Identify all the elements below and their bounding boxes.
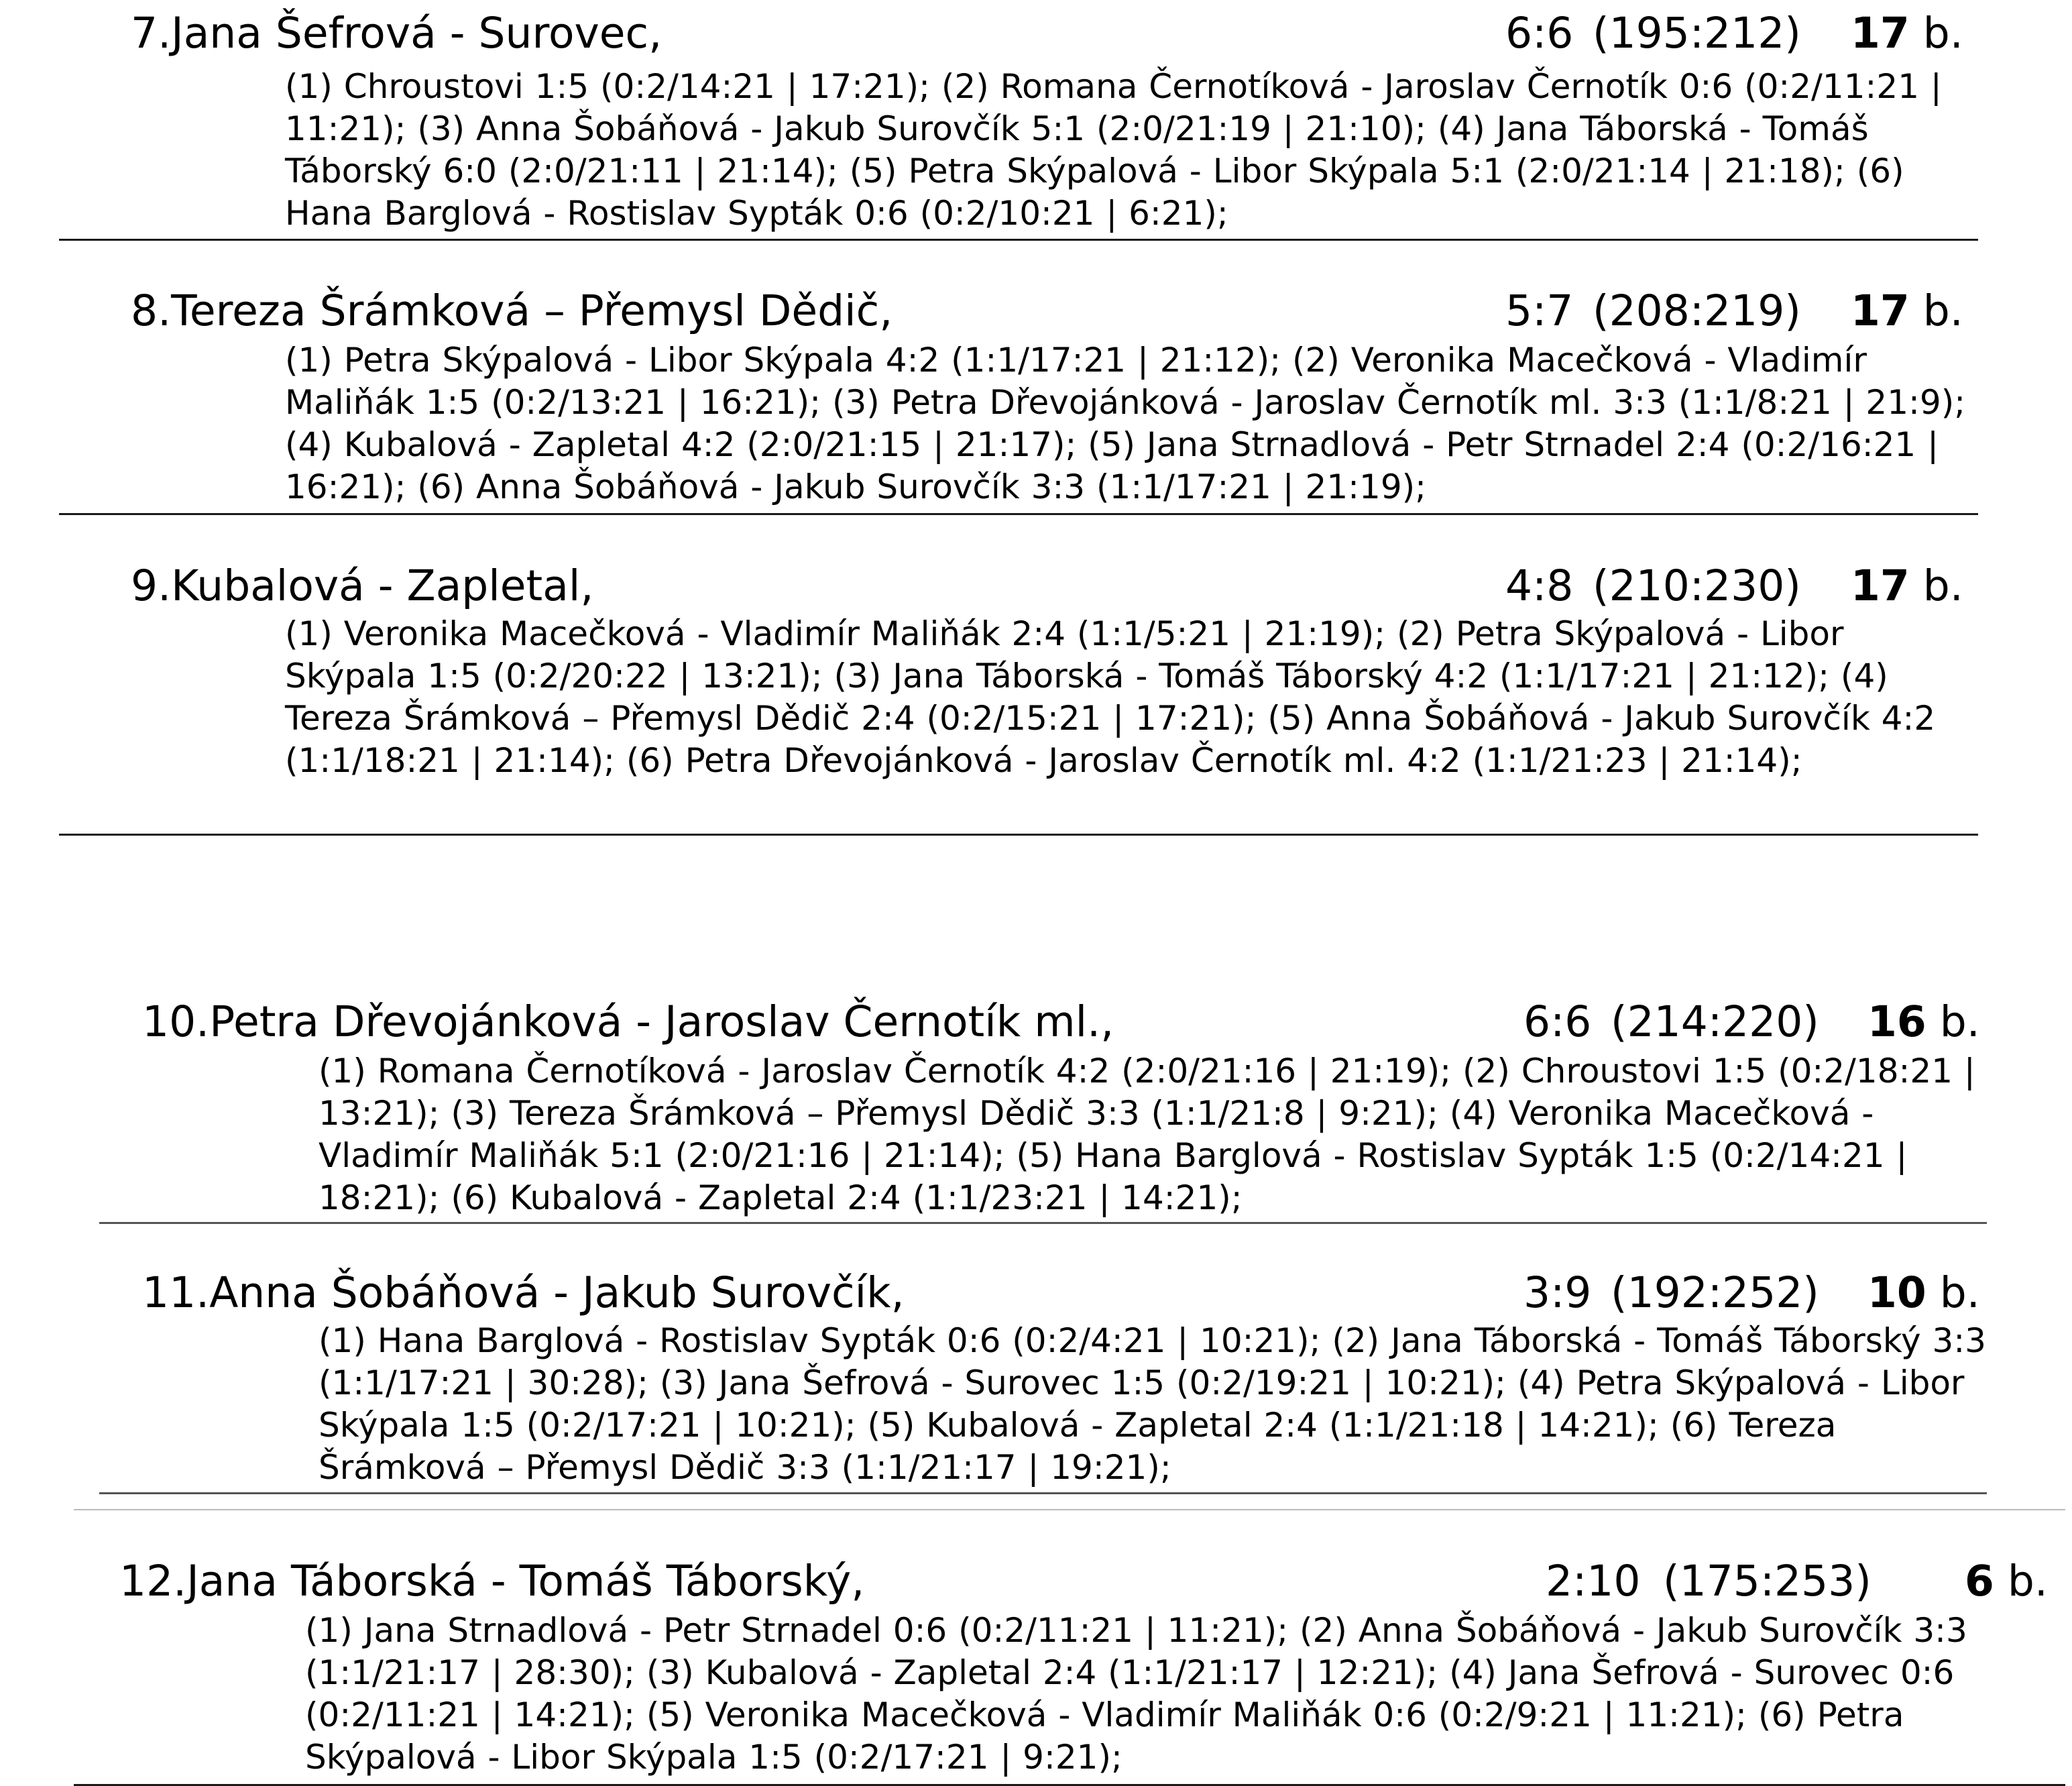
total-points [1867, 1266, 1980, 1320]
point-score: (208:219) [1593, 286, 1801, 335]
total-points [1851, 7, 1963, 60]
team-name [131, 559, 593, 613]
point-score: (195:212) [1593, 9, 1801, 58]
match-score: 4:8 [1505, 561, 1574, 610]
total-value: 17 [1851, 9, 1910, 58]
entry-header [0, 1266, 2072, 1320]
entry-header [0, 559, 2072, 613]
team-name [131, 284, 893, 338]
total-points [1867, 995, 1980, 1049]
rank: 11. [142, 1268, 210, 1317]
match-score: 5:7 [1505, 286, 1574, 335]
rank: 9. [131, 561, 172, 610]
team-label: Tereza Šrámková – Přemysl Dědič, [171, 286, 893, 335]
total-value: 17 [1851, 561, 1910, 610]
match-score: 2:10 [1546, 1557, 1641, 1606]
rank: 10. [142, 997, 210, 1046]
divider [99, 1492, 1987, 1494]
match-details: (1) Veronika Macečková - Vladimír Maliňák 2:4 (1:1/5:21 | 21:19); (2) Petra Skýpalová - Libor Skýpala 1:5 (0:2/20:22 | 13:21); (3) Jana Táborská - Tomáš Táborský 4:2 (1:1/17:21 | 21:12); (4) Tereza Šrámková – Přemysl Dědič 2:4 (0:2/15:21 | 17:21); (5) Anna Šobáňová - Jakub Surovčík 4:2 (1:1/18:21 | 21:14); (6) Petra Dřevojánková - Jaroslav Černotík ml. 4:2 (1:1/21:23 | 21:14); [285, 614, 1936, 780]
entry-header [0, 284, 2072, 338]
total-points [1851, 284, 1963, 338]
points-unit: b. [1922, 9, 1963, 58]
rank: 7. [131, 9, 172, 58]
point-score: (175:253) [1663, 1557, 1872, 1606]
match-score: 6:6 [1505, 9, 1574, 58]
team-name [119, 1555, 864, 1608]
team-label: Anna Šobáňová - Jakub Surovčík, [209, 1268, 905, 1317]
standings-entry [0, 0, 2072, 248]
team-label: Jana Táborská - Tomáš Táborský, [186, 1557, 865, 1606]
point-score: (214:220) [1611, 997, 1819, 1046]
divider [99, 1222, 1987, 1224]
point-score: (210:230) [1593, 561, 1801, 610]
points-unit: b. [1922, 286, 1963, 335]
total-value: 10 [1867, 1268, 1926, 1317]
standings-entry [0, 1261, 2072, 1496]
total-points [1965, 1555, 2048, 1608]
standings-entry [0, 1543, 2072, 1786]
match-details: (1) Jana Strnadlová - Petr Strnadel 0:6 (0:2/11:21 | 11:21); (2) Anna Šobáňová - Jakub Surovčík 3:3 (1:1/21:17 | 28:30); (3) Kubalová - Zapletal 2:4 (1:1/21:17 | 12:21); (4) Jana Šefrová - Surovec 0:6 (0:2/11:21 | 14:21); (5) Veronika Macečková - Vladimír Maliňák 0:6 (0:2/9:21 | 11:21); (6) Petra Skýpalová - Libor Skýpala 1:5 (0:2/17:21 | 9:21); [305, 1611, 1967, 1777]
divider [59, 834, 1978, 836]
team-label: Petra Dřevojánková - Jaroslav Černotík ml., [209, 997, 1114, 1046]
point-score: (192:252) [1611, 1268, 1819, 1317]
standings-entry [0, 275, 2072, 516]
team-name [131, 7, 662, 60]
entry-header [0, 7, 2072, 60]
match-details: (1) Chroustovi 1:5 (0:2/14:21 | 17:21); (2) Romana Černotíková - Jaroslav Černotík 0:6 (0:2/11:21 | 11:21); (3) Anna Šobáňová - Jakub Surovčík 5:1 (2:0/21:19 | 21:10); (4) Jana Táborská - Tomáš Táborský 6:0 (2:0/21:11 | 21:14); (5) Petra Skýpalová - Libor Skýpala 5:1 (2:0/21:14 | 21:18); (6) Hana Barglová - Rostislav Sypták 0:6 (0:2/10:21 | 6:21); [285, 67, 1942, 233]
standings-entry [0, 550, 2072, 832]
rank: 8. [131, 286, 172, 335]
points-unit: b. [1922, 561, 1963, 610]
match-score: 6:6 [1523, 997, 1592, 1046]
team-label: Kubalová - Zapletal, [171, 561, 594, 610]
match-score: 3:9 [1523, 1268, 1592, 1317]
points-unit: b. [2007, 1557, 2048, 1606]
divider [59, 513, 1978, 515]
divider [74, 1509, 2065, 1510]
total-value: 6 [1965, 1557, 1994, 1606]
total-points [1851, 559, 1963, 613]
team-name [142, 995, 1114, 1049]
entry-header [0, 1555, 2072, 1608]
rank: 12. [119, 1557, 187, 1606]
match-details: (1) Romana Černotíková - Jaroslav Černotík 4:2 (2:0/21:16 | 21:19); (2) Chroustovi 1:5 (0:2/18:21 | 13:21); (3) Tereza Šrámková – Přemysl Dědič 3:3 (1:1/21:8 | 9:21); (4) Veronika Macečková - Vladimír Maliňák 5:1 (2:0/21:16 | 21:14); (5) Hana Barglová - Rostislav Sypták 1:5 (0:2/14:21 | 18:21); (6) Kubalová - Zapletal 2:4 (1:1/23:21 | 14:21); [319, 1052, 1975, 1217]
points-unit: b. [1939, 1268, 1980, 1317]
points-unit: b. [1939, 997, 1980, 1046]
match-details: (1) Hana Barglová - Rostislav Sypták 0:6 (0:2/4:21 | 10:21); (2) Jana Táborská - Tomáš Táborský 3:3 (1:1/17:21 | 30:28); (3) Jana Šefrová - Surovec 1:5 (0:2/19:21 | 10:21); (4) Petra Skýpalová - Libor Skýpala 1:5 (0:2/17:21 | 10:21); (5) Kubalová - Zapletal 2:4 (1:1/21:18 | 14:21); (6) Tereza Šrámková – Přemysl Dědič 3:3 (1:1/21:17 | 19:21); [319, 1321, 1986, 1487]
entry-header [0, 995, 2072, 1049]
standings-entry [0, 986, 2072, 1227]
match-details: (1) Petra Skýpalová - Libor Skýpala 4:2 (1:1/17:21 | 21:12); (2) Veronika Macečková - Vladimír Maliňák 1:5 (0:2/13:21 | 16:21); (3) Petra Dřevojánková - Jaroslav Černotík ml. 3:3 (1:1/8:21 | 21:9); (4) Kubalová - Zapletal 4:2 (2:0/21:15 | 21:17); (5) Jana Strnadlová - Petr Strnadel 2:4 (0:2/16:21 | 16:21); (6) Anna Šobáňová - Jakub Surovčík 3:3 (1:1/17:21 | 21:19); [285, 341, 1966, 506]
total-value: 16 [1867, 997, 1926, 1046]
divider [59, 239, 1978, 241]
team-label: Jana Šefrová - Surovec, [171, 9, 663, 58]
team-name [142, 1266, 905, 1320]
total-value: 17 [1851, 286, 1910, 335]
